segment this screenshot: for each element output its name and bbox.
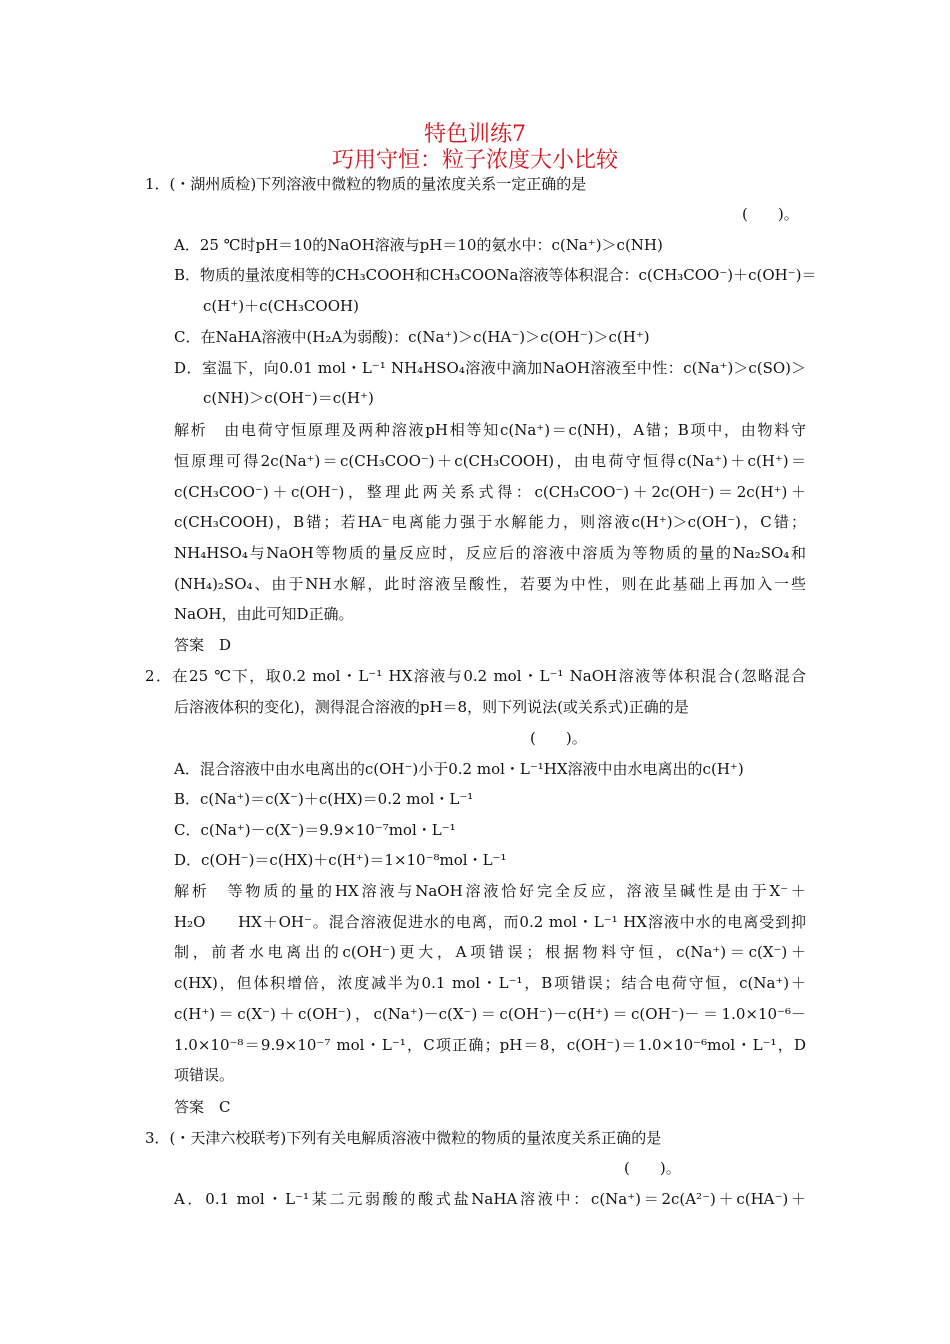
question-2-stem-cont: 后溶液体积的变化)，测得混合溶液的pH＝8，则下列说法(或关系式)正确的是 [174,698,689,716]
question-2-analysis-line: H₂O HX＋OH⁻。混合溶液促进水的电离，而0.2 mol・L⁻¹ HX溶液中水的电离受到抑 [174,913,806,931]
question-1-option-d-cont: c(NH)＞c(OH⁻)＝c(H⁺) [203,389,374,407]
question-3-answer-bracket: ( )。 [624,1159,681,1177]
question-1-option-b: B．物质的量浓度相等的CH₃COOH和CH₃COONa溶液等体积混合：c(CH₃COO⁻)＋c(OH⁻)＝ [174,266,817,284]
question-2-option-d: D．c(OH⁻)＝c(HX)＋c(H⁺)＝1×10⁻⁸mol・L⁻¹ [174,851,507,869]
question-1-analysis-line: c(CH₃COOH)，B错；若HA⁻电离能力强于水解能力，则溶液c(H⁺)＞c(OH⁻)，C错； [174,513,806,531]
question-2-analysis-line: 项错误。 [174,1066,235,1084]
question-2-answer-bracket: ( )。 [530,729,587,747]
question-2-option-c: C．c(Na⁺)－c(X⁻)＝9.9×10⁻⁷mol・L⁻¹ [174,821,456,839]
question-3-stem: 3．(・天津六校联考)下列有关电解质溶液中微粒的物质的量浓度关系正确的是 [145,1129,662,1147]
question-2-analysis-line: 解析 等物质的量的HX溶液与NaOH溶液恰好完全反应，溶液呈碱性是由于X⁻＋ [174,882,806,900]
question-1-answer: 答案 D [174,636,232,654]
question-1-analysis-line: NH₄HSO₄与NaOH等物质的量反应时，反应后的溶液中溶质为等物质的量的Na₂SO₄和 [174,544,806,562]
question-1-analysis-line: c(CH₃COO⁻)＋c(OH⁻)，整理此两关系式得：c(CH₃COO⁻)＋2c(OH⁻)＝2c(H⁺)＋ [174,483,806,501]
question-2-stem: 2．在25 ℃下，取0.2 mol・L⁻¹ HX溶液与0.2 mol・L⁻¹ NaOH溶液等体积混合(忽略混合 [145,667,806,685]
question-2-analysis-line: c(HX)，但体积增倍，浓度减半为0.1 mol・L⁻¹，B项错误；结合电荷守恒，c(Na⁺)＋ [174,974,806,992]
question-1-option-d: D．室温下，向0.01 mol・L⁻¹ NH₄HSO₄溶液中滴加NaOH溶液至中性：c(Na⁺)＞c(SO)＞ [174,359,806,377]
question-2-analysis-line: 制，前者水电离出的c(OH⁻)更大，A项错误；根据物料守恒，c(Na⁺)＝c(X⁻)＋ [174,943,806,961]
question-1-analysis-line: 恒原理可得2c(Na⁺)＝c(CH₃COO⁻)＋c(CH₃COOH)，由电荷守恒得c(Na⁺)＋c(H⁺)＝ [174,452,806,470]
question-1-option-b-cont: c(H⁺)＋c(CH₃COOH) [203,297,359,315]
question-2-option-a: A．混合溶液中由水电离出的c(OH⁻)小于0.2 mol・L⁻¹HX溶液中由水电离出的c(H⁺) [174,760,744,778]
question-1-analysis-line: 解析 由电荷守恒原理及两种溶液pH相等知c(Na⁺)＝c(NH)，A错；B项中，由物料守 [174,421,806,439]
question-2-option-b: B．c(Na⁺)＝c(X⁻)＋c(HX)＝0.2 mol・L⁻¹ [174,790,474,808]
question-3-option-a: A．0.1 mol・L⁻¹某二元弱酸的酸式盐NaHA溶液中：c(Na⁺)＝2c(A²⁻)＋c(HA⁻)＋ [174,1190,806,1208]
question-1-stem: 1．(・湖州质检)下列溶液中微粒的物质的量浓度关系一定正确的是 [145,175,587,193]
question-2-analysis-line: c(H⁺)＝c(X⁻)＋c(OH⁻)，c(Na⁺)－c(X⁻)＝c(OH⁻)－c(H⁺)＝c(OH⁻)－＝1.0×10⁻⁶－ [174,1005,806,1023]
page-subtitle: 巧用守恒：粒子浓度大小比较 [331,148,618,173]
question-1-option-a: A．25 ℃时pH＝10的NaOH溶液与pH＝10的氨水中：c(Na⁺)＞c(NH) [174,236,663,254]
question-1-analysis-line: NaOH，由此可知D正确。 [174,605,354,623]
question-1-answer-bracket: ( )。 [742,205,799,223]
question-2-answer: 答案 C [174,1098,231,1116]
question-1-option-c: C．在NaHA溶液中(H₂A为弱酸)：c(Na⁺)＞c(HA⁻)＞c(OH⁻)＞c(H⁺) [174,328,650,346]
question-1-analysis-line: (NH₄)₂SO₄、由于NH水解，此时溶液呈酸性，若要为中性，则在此基础上再加入一些 [174,575,806,593]
question-2-analysis-line: 1.0×10⁻⁸＝9.9×10⁻⁷ mol・L⁻¹，C项正确；pH＝8，c(OH⁻)＝1.0×10⁻⁶mol・L⁻¹，D [174,1036,806,1054]
page-title: 特色训练7 [424,122,526,147]
